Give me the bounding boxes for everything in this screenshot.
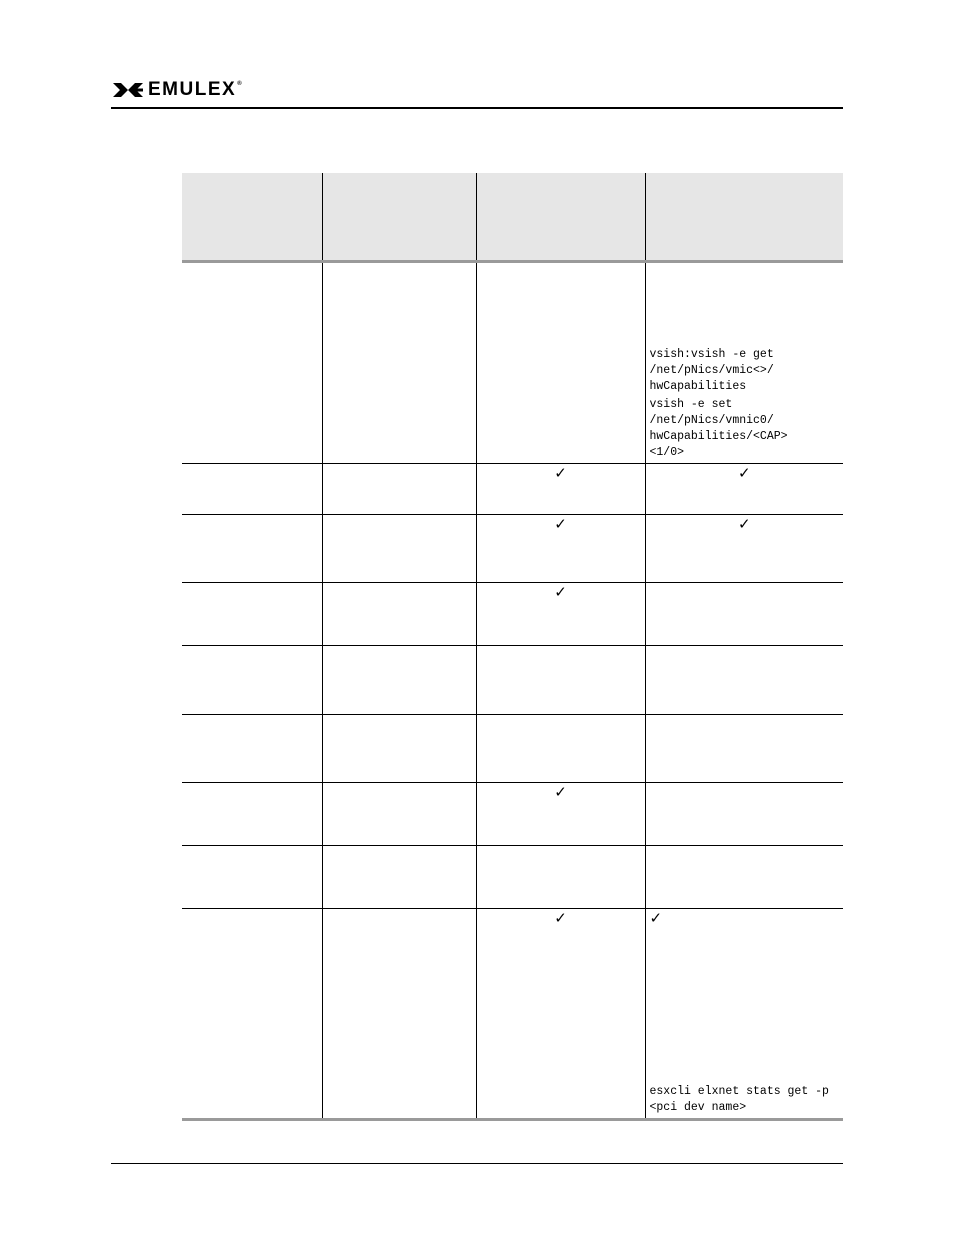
- table-cell: [182, 262, 322, 464]
- checkmark-icon: ✓: [737, 515, 751, 533]
- command-line: hwCapabilities: [649, 380, 747, 393]
- checkmark-cell: [476, 515, 645, 583]
- command-line: /net/pNics/vmic<>/: [649, 364, 774, 377]
- table-cell: [322, 515, 476, 583]
- command-line: hwCapabilities/<CAP>: [649, 430, 788, 443]
- command-line: <pci dev name>: [649, 1101, 747, 1114]
- command-text: [650, 347, 788, 461]
- table-cell: [645, 646, 843, 715]
- checkmark-icon: ✓: [554, 515, 567, 533]
- table-cell: [476, 262, 645, 464]
- table-cell: [476, 715, 645, 783]
- table-cell: [476, 846, 645, 909]
- table-header-row: [182, 173, 843, 262]
- header-cell: [322, 173, 476, 262]
- command-line: /net/pNics/vmnic0/: [649, 414, 774, 427]
- table-cell: [322, 715, 476, 783]
- emulex-mark-icon: [111, 80, 145, 100]
- table-cell: [645, 262, 843, 464]
- command-line: <1/0>: [649, 446, 685, 459]
- table-cell: [182, 909, 322, 1120]
- emulex-logo: [111, 80, 243, 100]
- command-line: vsish -e set: [649, 398, 733, 411]
- footer-divider: [111, 1163, 843, 1164]
- checkmark-icon: ✓: [737, 464, 751, 482]
- table-cell: [182, 515, 322, 583]
- table-cell: [182, 583, 322, 646]
- checkmark-cell: [645, 909, 843, 1120]
- table-cell: [322, 909, 476, 1120]
- checkmark-cell: [476, 464, 645, 515]
- table-row: [182, 715, 843, 783]
- checkmark-cell: [476, 583, 645, 646]
- table-row: [182, 515, 843, 583]
- checkmark-icon: ✓: [554, 909, 567, 927]
- header-cell: [182, 173, 322, 262]
- header-divider: [111, 107, 843, 109]
- header-cell: [645, 173, 843, 262]
- checkmark-cell: [645, 464, 843, 515]
- checkmark-cell: [645, 515, 843, 583]
- checkmark-icon: ✓: [649, 909, 663, 927]
- table-cell: [322, 783, 476, 846]
- checkmark-icon: ✓: [554, 783, 567, 801]
- table-cell: [645, 783, 843, 846]
- table-row: [182, 464, 843, 515]
- checkmark-icon: ✓: [554, 583, 567, 601]
- table-row: [182, 846, 843, 909]
- table-row: [182, 909, 843, 1120]
- logo-wordmark: [148, 80, 243, 100]
- checkmark-cell: [476, 783, 645, 846]
- table-cell: [476, 646, 645, 715]
- feature-support-table: [182, 173, 843, 1121]
- checkmark-cell: [476, 909, 645, 1120]
- table-cell: [182, 464, 322, 515]
- table-cell: [322, 464, 476, 515]
- command-line: esxcli elxnet stats get -p: [649, 1085, 829, 1098]
- logo-trademark: ®: [237, 81, 244, 87]
- table-cell: [645, 583, 843, 646]
- table-cell: [182, 846, 322, 909]
- table-cell: [322, 846, 476, 909]
- table-cell: [182, 646, 322, 715]
- table-cell: [645, 715, 843, 783]
- command-text: [650, 1084, 829, 1116]
- header-cell: [476, 173, 645, 262]
- table-cell: [322, 262, 476, 464]
- table-cell: [322, 646, 476, 715]
- table-row: [182, 583, 843, 646]
- table-cell: [182, 715, 322, 783]
- checkmark-icon: ✓: [554, 464, 567, 482]
- table-cell: [182, 783, 322, 846]
- table-row: [182, 783, 843, 846]
- command-line: vsish:vsish -e get: [649, 348, 774, 361]
- table-row: [182, 262, 843, 464]
- table-cell: [645, 846, 843, 909]
- logo-wordmark-text: EMULEX: [148, 79, 237, 100]
- table-row: [182, 646, 843, 715]
- table-cell: [322, 583, 476, 646]
